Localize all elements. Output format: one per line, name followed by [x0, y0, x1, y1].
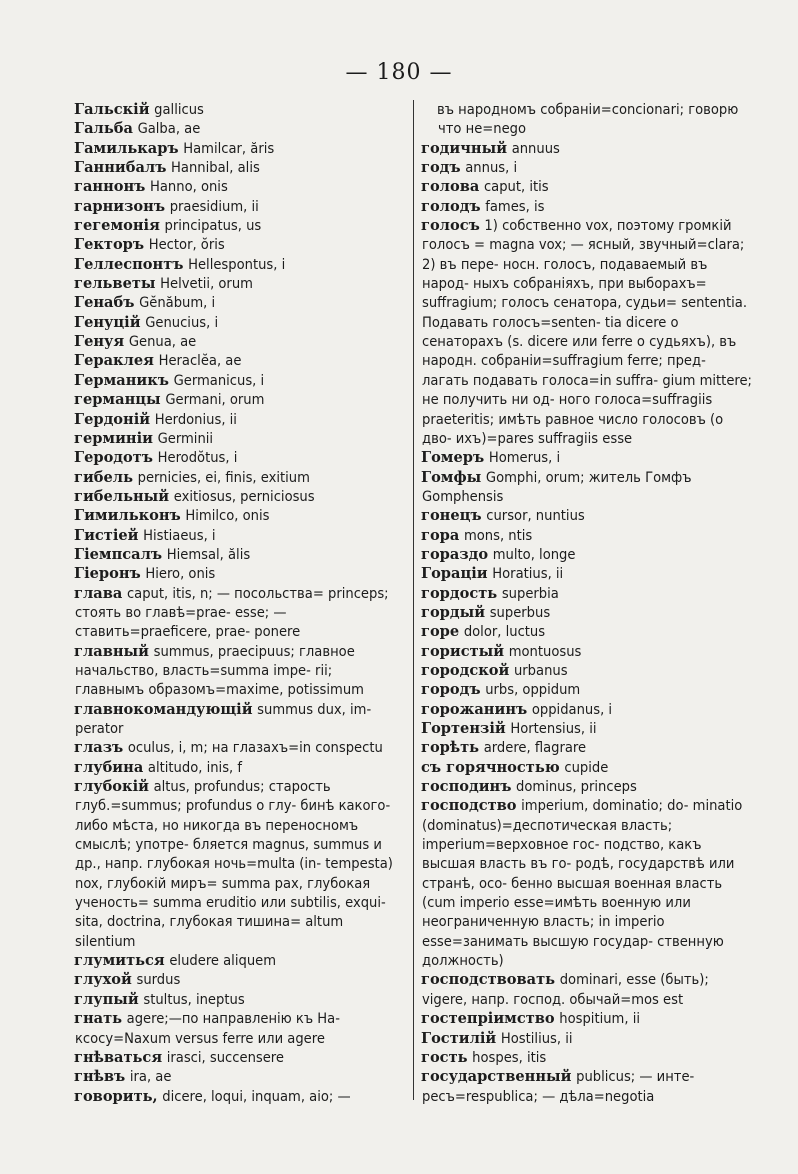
dictionary-entry: [75, 255, 402, 274]
dictionary-entry: [75, 235, 402, 254]
entry-definition: pernicies, ei, finis, exitium: [137, 468, 310, 486]
dictionary-entry: [75, 332, 402, 351]
entry-definition: summus dux, im- perator: [75, 700, 372, 737]
entry-headword: гнать: [74, 1010, 123, 1028]
dictionary-entry: [75, 758, 402, 777]
dictionary-entry: [422, 796, 752, 970]
entry-definition: Helvetii, orum: [160, 275, 253, 293]
entry-headword: глазъ: [74, 739, 124, 757]
entry-definition: Hortensius, ii: [510, 720, 597, 737]
entry-headword: Гимильконъ: [74, 507, 181, 525]
entry-headword: Гистіей: [74, 526, 139, 544]
entry-definition: Genucius, i: [145, 313, 219, 331]
dictionary-entry: [422, 642, 752, 661]
entry-headword: Гальба: [74, 120, 133, 138]
entry-definition: Herdonius, ii: [154, 410, 237, 428]
entry-definition: Hiemsal, ălis: [166, 545, 251, 563]
dictionary-entry: [75, 351, 402, 370]
entry-headword: гора: [421, 526, 460, 544]
dictionary-entry: [75, 584, 402, 642]
dictionary-entry: [422, 100, 752, 139]
entry-definition: altitudo, inis, f: [147, 758, 242, 776]
entry-definition: hospes, itis: [472, 1048, 547, 1066]
dictionary-entry: [75, 526, 402, 545]
entry-definition: dominari, esse (быть); vigere, напр. господ. обычай=mos est: [422, 971, 709, 1008]
entry-headword: городъ: [421, 681, 481, 699]
entry-headword: главнокомандующій: [74, 700, 253, 718]
entry-headword: Генуя: [74, 333, 125, 351]
entry-definition: ardere, flagrare: [483, 739, 587, 757]
entry-headword: глубина: [74, 758, 144, 776]
entry-headword: господство: [421, 797, 517, 815]
dictionary-entry: [422, 680, 752, 699]
entry-headword: годъ: [421, 159, 461, 177]
entry-definition: summus, praecipuus; главное начальство, власть=summa impe- rii; главнымъ образомъ=maxime, potissimum: [75, 642, 364, 699]
entry-definition: superbia: [501, 584, 559, 602]
entry-definition: Hanno, onis: [150, 178, 228, 196]
entry-headword: герминіи: [74, 429, 153, 447]
dictionary-entry: [75, 390, 402, 409]
dictionary-entry: [422, 1029, 752, 1048]
entry-headword: гегемонія: [74, 217, 160, 235]
entry-definition: Genua, ae: [128, 333, 197, 351]
entry-definition: cupide: [564, 758, 609, 776]
entry-definition: superbus: [489, 603, 551, 621]
entry-headword: Генабъ: [74, 294, 135, 312]
dictionary-entry: [75, 158, 402, 177]
entry-headword: горе: [421, 623, 460, 641]
entry-definition: Germinii: [157, 429, 214, 447]
dictionary-entry: [75, 1009, 402, 1048]
dictionary-entry: [422, 448, 752, 467]
entry-headword: государственный: [421, 1068, 572, 1086]
entry-headword: съ горячностью: [421, 758, 560, 776]
entry-definition: Hostilius, ii: [500, 1029, 573, 1047]
dictionary-entry: [422, 1009, 752, 1028]
entry-headword: Гераклея: [74, 352, 154, 370]
entry-definition: Hellespontus, i: [188, 255, 286, 273]
dictionary-entry: [422, 506, 752, 525]
entry-definition: Gomphi, orum; житель Гомфъ Gomphensis: [422, 468, 692, 505]
dictionary-entry: [75, 970, 402, 989]
entry-definition: Herodŏtus, i: [157, 449, 238, 467]
dictionary-entry: [422, 584, 752, 603]
entry-headword: глава: [74, 584, 123, 602]
dictionary-entry: [75, 951, 402, 970]
entry-definition: Galba, ae: [137, 120, 201, 138]
entry-headword: Гамилькаръ: [74, 139, 179, 157]
dictionary-entry: [422, 719, 752, 738]
entry-definition: imperium, dominatio; do- minatio (dominatus)=деспотическая власть; imperium=верховное гос- подство, какъ высшая власть въ го- родѣ, государствѣ или странѣ, осо- бенно высшая военная власть (cum imperio esse=имѣть военную или неограниченную власть; in imperio esse=занимать высшую государ- ственную должность): [422, 797, 743, 970]
entry-definition: Histiaeus, i: [143, 526, 216, 544]
dictionary-entry: [75, 293, 402, 312]
entry-headword: ганнонъ: [74, 178, 146, 196]
dictionary-entry: [422, 738, 752, 757]
entry-headword: горожанинъ: [421, 700, 528, 718]
entry-headword: глухой: [74, 971, 132, 989]
entry-definition: Heraclĕa, ae: [158, 352, 242, 370]
entry-headword: германцы: [74, 391, 161, 409]
entry-headword: господствовать: [421, 971, 556, 989]
dictionary-entry: [75, 429, 402, 448]
entry-headword: Гіемпсалъ: [74, 545, 163, 563]
dictionary-entry: [422, 1048, 752, 1067]
entry-headword: Геродотъ: [74, 449, 153, 467]
entry-headword: гость: [421, 1048, 468, 1066]
dictionary-entry: [75, 1087, 402, 1106]
entry-definition: Hector, ŏris: [148, 236, 225, 254]
entry-headword: Гостилій: [421, 1029, 497, 1047]
entry-definition: Hiero, onis: [145, 565, 216, 583]
entry-definition: surdus: [136, 971, 181, 989]
entry-headword: Гіеронъ: [74, 565, 141, 583]
entry-definition: principatus, us: [164, 217, 262, 235]
dictionary-entry: [422, 177, 752, 196]
entry-definition: Homerus, i: [488, 449, 561, 467]
entry-definition: montuosus: [508, 642, 582, 660]
dictionary-entry: [75, 738, 402, 757]
dictionary-entry: [422, 603, 752, 622]
entry-headword: голодъ: [421, 197, 481, 215]
dictionary-entry: [422, 1067, 752, 1106]
entry-definition: gallicus: [154, 101, 204, 118]
entry-definition: publicus; — инте- ресъ=respublica; — дѣла=negotia: [422, 1068, 695, 1105]
entry-headword: гибельный: [74, 487, 170, 505]
entry-headword: глупый: [74, 990, 139, 1008]
dictionary-entry: [422, 564, 752, 583]
dictionary-entry: [75, 119, 402, 138]
dictionary-entry: [422, 216, 752, 448]
entry-definition: stultus, ineptus: [143, 990, 245, 1008]
dictionary-entry: [75, 177, 402, 196]
entry-definition: Germanicus, i: [173, 371, 265, 389]
dictionary-entry: [422, 970, 752, 1009]
entry-definition: altus, profundus; старость глуб.=summus; profundus о глу- бинѣ какого-либо мѣста, но никогда въ переносномъ смыслѣ; употре- бляется magnus, summus и др., напр. глубокая ночь=multa (in- tempesta) nox, глубокій миръ= summa pax, глубокая ученость= summa eruditio или subtilis, exqui- sita, doctrina, глубокая тишина= altum silentium: [75, 778, 393, 950]
entry-definition: eludere aliquem: [169, 952, 277, 970]
entry-definition: Hannibal, alis: [171, 159, 260, 177]
entry-definition: dicere, loqui, inquam, aio; —: [162, 1087, 351, 1105]
entry-headword: гнѣваться: [74, 1048, 163, 1066]
entry-headword: городской: [421, 661, 510, 679]
entry-definition: annuus: [511, 139, 560, 157]
entry-definition: cursor, nuntius: [486, 507, 585, 525]
dictionary-entry: [422, 545, 752, 564]
entry-definition: mons, ntis: [463, 526, 533, 544]
dictionary-entry: [422, 526, 752, 545]
entry-headword: глубокій: [74, 778, 149, 796]
dictionary-entry: [75, 642, 402, 700]
dictionary-entry: [75, 545, 402, 564]
entry-headword: Германикъ: [74, 371, 169, 389]
entry-headword: гордый: [421, 603, 486, 621]
dictionary-entry: [75, 1067, 402, 1086]
entry-definition: urbanus: [513, 661, 568, 679]
entry-headword: гораздо: [421, 545, 489, 563]
entry-headword: Геллеспонтъ: [74, 255, 184, 273]
entry-definition: irasci, succensere: [166, 1048, 284, 1066]
entry-headword: годичный: [421, 139, 508, 157]
dictionary-entry: [75, 274, 402, 293]
entry-definition: Gĕnăbum, i: [139, 294, 216, 312]
entry-headword: Гальскій: [74, 101, 150, 118]
entry-headword: Гомеръ: [421, 449, 485, 467]
entry-headword: Генуцій: [74, 313, 141, 331]
entry-headword: говорить,: [74, 1087, 158, 1105]
dictionary-entry: [75, 197, 402, 216]
entry-definition: praesidium, ii: [169, 197, 259, 215]
entry-definition: oppidanus, i: [531, 700, 613, 718]
entry-definition: multo, longe: [492, 545, 576, 563]
entry-definition: caput, itis: [483, 178, 549, 196]
dictionary-entry: [422, 468, 752, 507]
entry-definition: 1) собственно vox, поэтому громкій голосъ = magna vox; — ясный, звучный=clara; 2) въ пере- носн. голосъ, подаваемый въ народ- ныхъ собраніяхъ, при выборахъ= suffragium; голосъ сенатора, судьи= sententia. Подавать голосъ=senten- tia dicere о сенаторахъ (s. dicere или ferre о судьяхъ), въ народн. собраніи=suffragium ferre; пред- лагать подавать голоса=in suffra- gium mittere; не получить ни од- ного голоса=suffragiis praeteritis; имѣть равное число голосовъ (о дво- ихъ)=pares suffragiis esse: [422, 217, 752, 447]
entry-headword: Гердоній: [74, 410, 151, 428]
entry-headword: Гекторъ: [74, 236, 145, 254]
entry-headword: голосъ: [421, 217, 480, 235]
entry-definition: Himilco, onis: [185, 507, 270, 525]
dictionary-entry: [75, 216, 402, 235]
entry-headword: гористый: [421, 642, 505, 660]
dictionary-entry: [75, 371, 402, 390]
entry-headword: гонецъ: [421, 507, 482, 525]
dictionary-entry: [75, 468, 402, 487]
left-column: [75, 100, 402, 1106]
entry-definition: Horatius, ii: [492, 565, 564, 583]
entry-definition: urbs, oppidum: [485, 681, 581, 699]
entry-definition: ira, ae: [129, 1068, 172, 1086]
entry-headword: Гомфы: [421, 468, 482, 486]
dictionary-entry: [422, 661, 752, 680]
entry-headword: Гораціи: [421, 565, 488, 583]
entry-headword: глумиться: [74, 952, 165, 970]
entry-headword: гордость: [421, 584, 498, 602]
entry-headword: господинъ: [421, 778, 512, 796]
dictionary-entry: [422, 758, 752, 777]
dictionary-entry: [422, 622, 752, 641]
dictionary-entry: [75, 564, 402, 583]
column-divider: [413, 100, 414, 1100]
entry-definition: hospitium, ii: [559, 1010, 640, 1028]
entry-definition: Germani, orum: [165, 391, 265, 409]
entry-headword: Ганнибалъ: [74, 159, 167, 177]
entry-definition: oculus, i, m; на глазахъ=in conspectu: [127, 739, 383, 757]
entry-definition: annus, i: [465, 159, 518, 177]
dictionary-entry: [75, 990, 402, 1009]
entry-headword: гарнизонъ: [74, 197, 166, 215]
entry-headword: горѣть: [421, 739, 480, 757]
dictionary-entry: [75, 313, 402, 332]
dictionary-entry: [75, 410, 402, 429]
entry-definition: caput, itis, n; — посольства= princeps; стоять во главѣ=prae- esse; — ставить=praeficere, prae- ponere: [75, 584, 389, 641]
dictionary-entry: [75, 139, 402, 158]
dictionary-entry: [75, 700, 402, 739]
entry-definition: Hamilcar, ăris: [183, 139, 275, 157]
entry-definition: fames, is: [485, 197, 545, 215]
entry-headword: голова: [421, 178, 480, 196]
dictionary-entry: [422, 158, 752, 177]
dictionary-entry: [75, 100, 402, 119]
dictionary-entry: [422, 700, 752, 719]
entry-headword: главный: [74, 642, 149, 660]
dictionary-entry: [422, 197, 752, 216]
entry-headword: гибель: [74, 468, 133, 486]
dictionary-entry: [422, 777, 752, 796]
entry-definition: agere;—по направленію къ На- ксосу=Naxum versus ferre или agere: [75, 1010, 340, 1047]
page-number: — 180 —: [345, 60, 453, 85]
entry-headword: гнѣвъ: [74, 1068, 126, 1086]
entry-headword: гостепріимство: [421, 1010, 555, 1028]
entry-definition: dolor, luctus: [463, 623, 546, 641]
entry-definition: exitiosus, perniciosus: [173, 487, 315, 505]
entry-definition: въ народномъ собраніи=concionari; говорю что не=nego: [437, 101, 739, 138]
dictionary-entry: [75, 777, 402, 951]
dictionary-entry: [422, 139, 752, 158]
entry-headword: гельветы: [74, 275, 156, 293]
entry-definition: dominus, princeps: [516, 778, 637, 796]
dictionary-entry: [75, 1048, 402, 1067]
dictionary-entry: [75, 448, 402, 467]
entry-headword: Гортензій: [421, 720, 506, 737]
dictionary-entry: [75, 506, 402, 525]
right-column: [422, 100, 752, 1106]
dictionary-entry: [75, 487, 402, 506]
